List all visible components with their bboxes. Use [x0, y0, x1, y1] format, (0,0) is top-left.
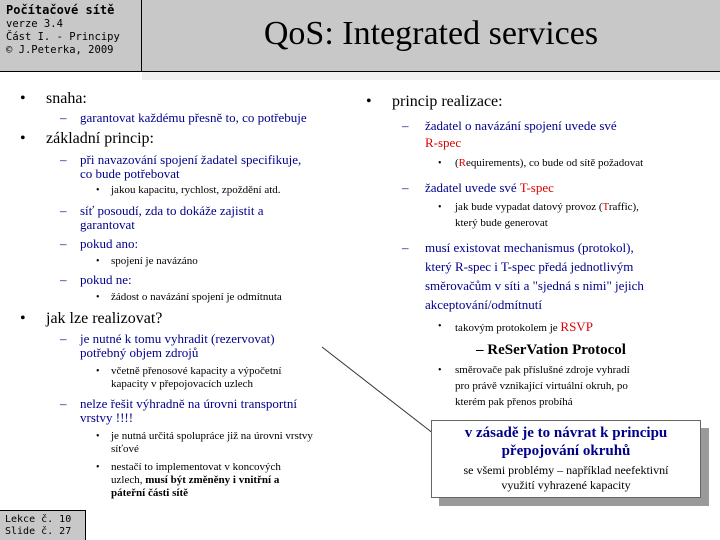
- right-s1-d1-letter: R: [458, 157, 467, 169]
- left-princip-s3-d1: spojení je navázáno: [111, 255, 198, 267]
- right-bullet-princip: princip realizace:: [392, 93, 503, 110]
- right-s2-d1-l2: který bude generovat: [455, 217, 548, 229]
- bullet-glyph: •: [438, 321, 442, 332]
- left-jak-s1-d1-l2: kapacity v přepojovacích uzlech: [111, 378, 254, 390]
- dash-glyph: –: [402, 240, 409, 255]
- bullet-glyph: •: [20, 90, 26, 107]
- left-jak-s1-l2: potřebný objem zdrojů: [80, 345, 199, 360]
- right-s2-d1-l1b: T: [602, 201, 609, 213]
- right-s3-d1: [455, 320, 593, 335]
- left-princip-s2-l2: garantovat: [80, 217, 135, 232]
- left-snaha-text: garantovat každému přesně to, co potřebuje: [80, 110, 307, 125]
- course-copyright: © J.Peterka, 2009: [6, 44, 114, 56]
- left-jak-s1-l1: je nutné k tomu vyhradit (rezervovat): [80, 331, 275, 346]
- dash-glyph: –: [402, 180, 409, 195]
- right-s1-l2: R-spec: [425, 135, 462, 150]
- callout-line-4: využití vyhrazené kapacity: [501, 478, 631, 492]
- dash-glyph: –: [60, 272, 67, 287]
- callout-line-2: přepojování okruhů: [501, 443, 631, 459]
- bullet-glyph: •: [96, 462, 100, 473]
- right-s3-d1a: takovým protokolem je: [455, 322, 561, 334]
- right-s2-a: žadatel uvede své: [425, 180, 520, 195]
- course-part: Část I. - Principy: [6, 31, 120, 43]
- left-jak-s2-l2: vrstvy !!!!: [80, 410, 134, 425]
- course-version: verze 3.4: [6, 18, 63, 30]
- bullet-glyph: •: [96, 256, 100, 267]
- bullet-glyph: •: [20, 130, 26, 147]
- right-s3-l3: směrovačům v síti a "sjedná s nimi" jejich: [425, 278, 644, 293]
- left-jak-s2-d1-l2: síťové: [111, 443, 139, 455]
- left-jak-s2-d2-l2: [111, 474, 279, 487]
- dash-glyph: –: [60, 396, 67, 411]
- right-s2-d1-l1: [455, 201, 639, 214]
- left-jak-s2-d2-l3-text: páteřní části sítě: [111, 487, 188, 499]
- bullet-glyph: •: [438, 158, 442, 169]
- left-bullet-princip: základní princip:: [46, 130, 154, 147]
- lesson-number: Lekce č. 10: [5, 514, 72, 525]
- slide-number: Slide č. 27: [5, 526, 72, 537]
- callout-box: [431, 420, 701, 498]
- left-princip-s1-d1: jakou kapacitu, rychlost, zpoždění atd.: [111, 184, 281, 196]
- right-s3-l4: akceptování/odmítnutí: [425, 297, 542, 312]
- bullet-glyph: •: [96, 185, 100, 196]
- dash-glyph: –: [60, 152, 67, 167]
- left-princip-s3: pokud ano:: [80, 236, 139, 251]
- callout-line-1: v zásadě je to návrat k principu: [464, 425, 668, 441]
- right-s1-l1: žadatel o navázání spojení uvede své: [425, 118, 617, 133]
- bullet-glyph: •: [96, 431, 100, 442]
- bullet-glyph: •: [366, 93, 372, 110]
- right-s1-d1-rest: equirements), co bude od sítě požadovat: [466, 157, 644, 169]
- rsvp-label: RSVP: [560, 319, 593, 334]
- dash-glyph: –: [60, 236, 67, 251]
- left-princip-s4: pokud ne:: [80, 272, 132, 287]
- left-jak-s2-d2-l2b: musí být změněny i vnitřní a: [145, 474, 280, 486]
- slide-footer: [0, 510, 86, 540]
- right-s2-d1-l1a: jak bude vypadat datový provoz (: [455, 201, 603, 213]
- right-s1-d1: [455, 157, 643, 170]
- left-princip-s2-l1: síť posoudí, zda to dokáže zajistit a: [80, 203, 264, 218]
- dash-glyph: –: [60, 331, 67, 346]
- course-name: Počítačové sítě: [6, 3, 115, 17]
- bullet-glyph: •: [96, 366, 100, 377]
- right-s1-d1-open: (: [455, 157, 459, 169]
- left-princip-s1-l1: při navazování spojení žadatel specifikuje,: [80, 152, 302, 167]
- left-princip-s4-d1: žádost o navázání spojení je odmítnuta: [111, 291, 282, 303]
- bullet-glyph: •: [20, 310, 26, 327]
- dash-glyph: –: [402, 118, 409, 133]
- left-princip-s1-l2: co bude potřebovat: [80, 166, 180, 181]
- right-s3-l2: který R-spec i T-spec předá jednotlivým: [425, 259, 634, 274]
- left-jak-s2-l1: nelze řešit výhradně na úrovni transportní: [80, 396, 297, 411]
- slide-title: QoS: Integrated services: [263, 15, 599, 52]
- right-s2: [425, 180, 554, 195]
- left-bullet-snaha: snaha:: [46, 90, 87, 107]
- left-bullet-jak: jak lze realizovat?: [46, 310, 163, 327]
- rsvp-full-name: – ReSerVation Protocol: [476, 342, 626, 358]
- left-jak-s2-d2-l1: nestačí to implementovat v koncových: [111, 461, 281, 473]
- right-s2-d1-l1c: raffic),: [608, 201, 639, 213]
- right-s3-d2-l1: směrovače pak příslušné zdroje vyhradí: [455, 364, 630, 376]
- right-s2-b: T-spec: [519, 180, 554, 195]
- left-jak-s2-d1-l1: je nutná určitá spolupráce již na úrovni vrstvy: [111, 430, 313, 442]
- bullet-glyph: •: [438, 202, 442, 213]
- left-jak-s1-d1-l1: včetně přenosové kapacity a výpočetní: [111, 365, 282, 377]
- dash-glyph: –: [60, 203, 67, 218]
- bullet-glyph: •: [438, 365, 442, 376]
- callout-line-3: se všemi problémy – například neefektivní: [463, 463, 669, 477]
- left-jak-s2-d2-l3: [111, 487, 188, 500]
- left-jak-s2-d2-l2a: uzlech,: [111, 474, 146, 486]
- right-s3-d2-l3: kterém pak přenos probíhá: [455, 396, 573, 408]
- dash-glyph: –: [60, 110, 67, 125]
- bullet-glyph: •: [96, 292, 100, 303]
- right-s3-l1: musí existovat mechanismus (protokol),: [425, 240, 634, 255]
- right-s3-d2-l2: pro právě vznikající virtuální okruh, po: [455, 380, 628, 392]
